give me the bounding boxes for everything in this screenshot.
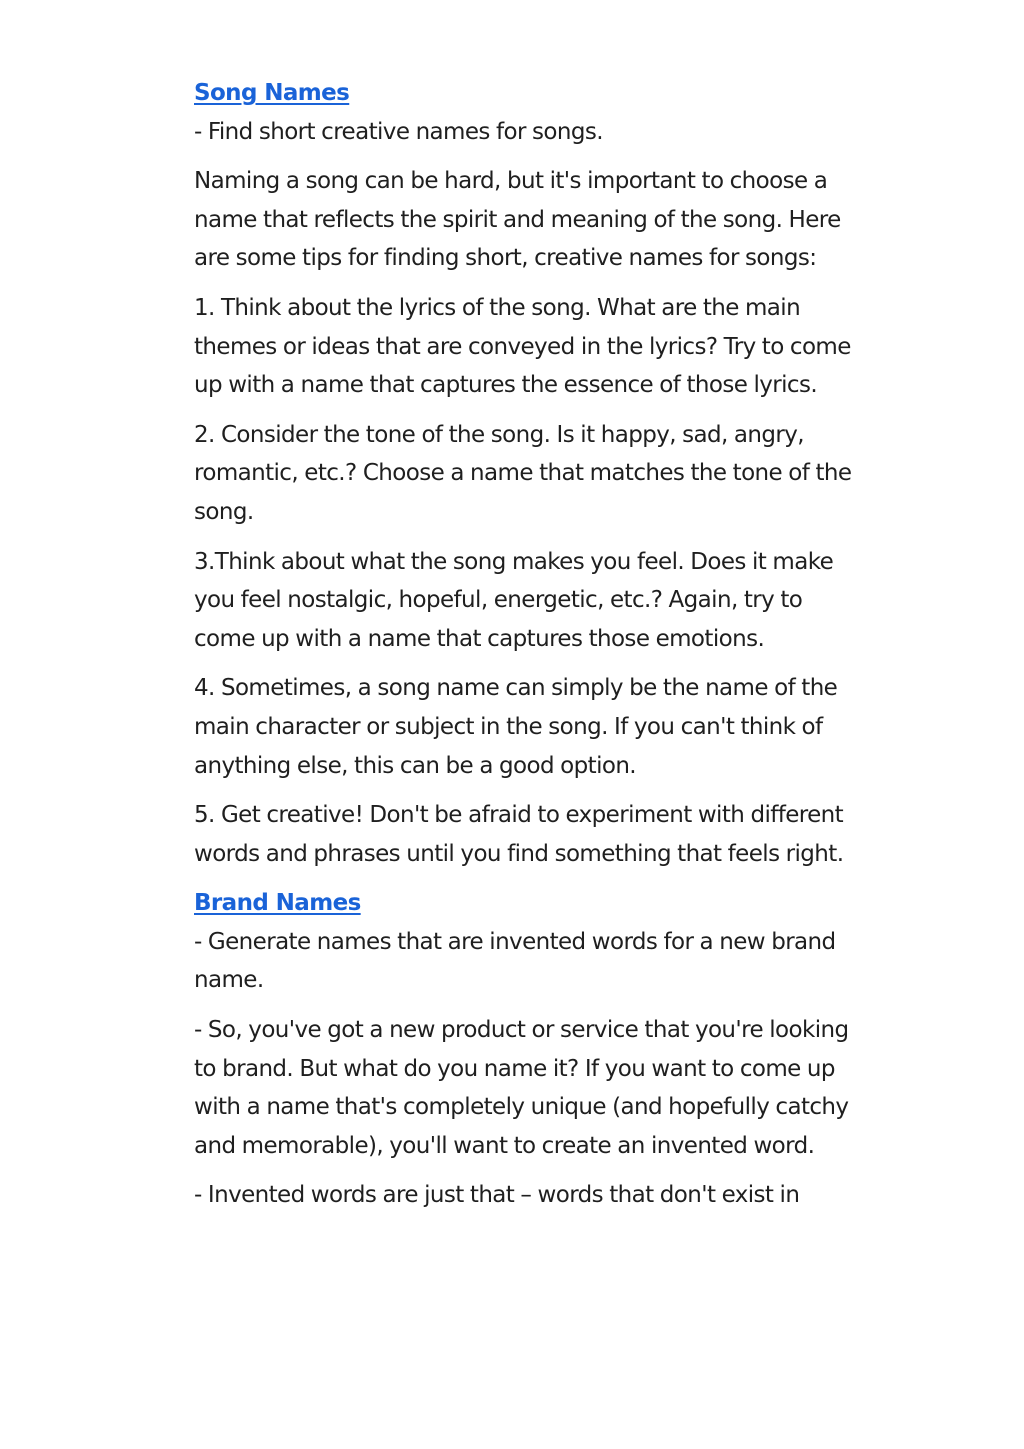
- song-names-intro-paragraph: Naming a song can be hard, but it's important to choose a name that reflects the spirit and meaning of the song. Here are some tips for finding short, creative names for songs:: [194, 168, 841, 272]
- brand-names-invented-words-paragraph: - Invented words are just that – words that don't exist in: [194, 1182, 800, 1209]
- song-names-section: [194, 74, 864, 873]
- brand-names-subtitle: - Generate names that are invented words for a new brand name.: [194, 928, 836, 994]
- brand-names-intro-paragraph: - So, you've got a new product or service that you're looking to brand. But what do you name it? If you want to come up with a name that's completely unique (and hopefully catchy and memorable), you'll want to create an invented word.: [194, 1017, 849, 1159]
- brand-names-link[interactable]: Brand Names: [194, 890, 361, 917]
- song-tip-1-paragraph: 1. Think about the lyrics of the song. What are the main themes or ideas that are conveyed in the lyrics? Try to come up with a name that captures the essence of those lyrics.: [194, 294, 851, 399]
- brand-names-section: [194, 884, 864, 1215]
- song-tip-3-paragraph: 3.Think about what the song makes you feel. Does it make you feel nostalgic, hopeful, energetic, etc.? Again, try to come up with a name that captures those emotions.: [194, 548, 834, 652]
- song-names-subtitle: - Find short creative names for songs.: [194, 118, 603, 145]
- document-page: [194, 74, 864, 1215]
- song-names-link[interactable]: Song Names: [194, 80, 350, 106]
- song-tip-5-paragraph: 5. Get creative! Don't be afraid to experiment with different words and phrases until you find something that feels right.: [194, 802, 844, 867]
- song-tip-4-paragraph: 4. Sometimes, a song name can simply be the name of the main character or subject in the song. If you can't think of anything else, this can be a good option.: [194, 675, 838, 779]
- song-tip-2-paragraph: 2. Consider the tone of the song. Is it happy, sad, angry, romantic, etc.? Choose a name that matches the tone of the song.: [194, 421, 852, 525]
